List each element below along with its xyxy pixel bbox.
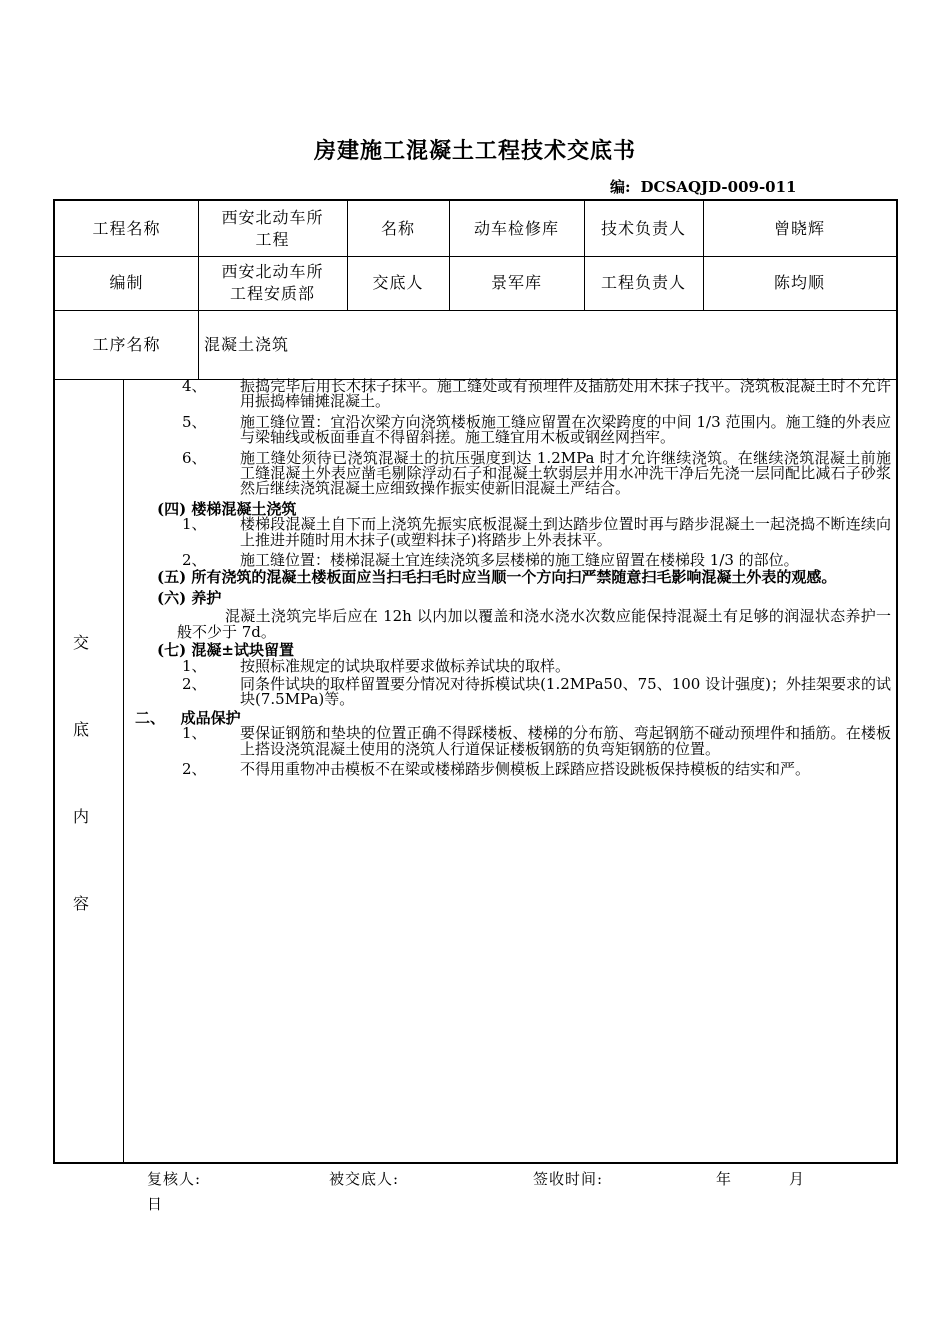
side-label-char: 交 xyxy=(73,633,90,652)
item-text: 施工缝位置：宜沿次梁方向浇筑楼板施工缝应留置在次梁跨度的中间 1/3 范围内。施工缝的外表应与梁轴线或板面垂直不得留斜搓。施工缝宜用木板或钢丝网挡牢。 xyxy=(240,412,891,447)
section-heading: (五) 所有浇筑的混凝土楼板面应当扫毛扫毛时应当顺一个方向扫严禁随意扫毛影响混凝土外表的观感。 xyxy=(157,568,837,587)
item-number: 2、 xyxy=(182,674,207,693)
content-item xyxy=(125,656,891,675)
item-text: 同条件试块的取样留置要分情况对待拆模试块(1.2MPa50、75、100 设计强度)；外挂架要求的试块(7.5MPa)等。 xyxy=(240,674,891,709)
item-text: 楼梯段混凝土自下而上浇筑先振实底板混凝土到达踏步位置时再与踏步混凝土一起浇捣不断连续向上推进并随时用木抹子(或塑料抹子)将踏步上外表抹平。 xyxy=(240,515,891,549)
item-number: 1、 xyxy=(182,515,207,534)
value-compiler: 西安北动车所工程安质部 xyxy=(221,262,324,303)
item-number: 6、 xyxy=(182,448,207,467)
value-tech-lead: 曾晓辉 xyxy=(773,218,825,238)
content-item xyxy=(125,517,891,548)
value-project-lead: 陈均顺 xyxy=(773,273,825,292)
content-item xyxy=(125,412,891,447)
item-number: 4、 xyxy=(182,377,207,395)
label-project-name: 工程名称 xyxy=(92,218,161,238)
disclosure-table xyxy=(53,199,898,1164)
side-label-char: 底 xyxy=(73,720,90,739)
item-text: 不得用重物冲击模板不在梁或楼梯踏步侧模板上踩踏应搭设跳板保持模板的结实和严。 xyxy=(240,759,811,778)
section-heading: (六) 养护 xyxy=(157,588,222,607)
label-tech-lead: 技术负责人 xyxy=(600,218,686,238)
value-discloser: 景军库 xyxy=(490,273,542,292)
side-label-char: 内 xyxy=(73,807,90,826)
label-process: 工序名称 xyxy=(92,334,161,354)
content-paragraph: 混凝土浇筑完毕后应在 12h 以内加以覆盖和浇水浇水次数应能保持混凝土有足够的润湿状态养护一般不少于 7d。 xyxy=(177,607,891,641)
item-text: 按照标准规定的试块取样要求做标养试块的取样。 xyxy=(240,656,571,675)
item-text: 要保证钢筋和垫块的位置正确不得踩楼板、楼梯的分布筋、弯起钢筋不碰动预埋件和插筋。在楼板上搭设浇筑混凝土使用的浇筑人行道保证楼板钢筋的负弯矩钢筋的位置。 xyxy=(240,724,891,758)
content-item xyxy=(125,379,891,410)
footer-reviewer: 复核人: xyxy=(147,1170,202,1188)
section-heading: 二、 成品保护 xyxy=(135,708,241,727)
footer-sign-time: 签收时间: xyxy=(533,1170,604,1188)
disclosure-content xyxy=(125,379,891,777)
section-heading: (四) 楼梯混凝土浇筑 xyxy=(157,499,297,518)
document-code xyxy=(610,176,807,197)
code-label: 编: xyxy=(610,178,631,196)
item-text: 施工缝处须待已浇筑混凝土的抗压强度到达 1.2MPa 时才允许继续浇筑。在继续浇筑混凝土前施工缝混凝土外表应凿毛剔除浮动石子和混凝土软弱层并用水冲洗干净后先浇一层同配比减石子砂浆然后继续浇筑混凝土应细致操作振实使新旧混凝土严结合。 xyxy=(240,448,891,498)
value-project-name: 西安北动车所工程 xyxy=(221,207,324,249)
side-label-char: 容 xyxy=(73,894,90,913)
footer-year: 年 xyxy=(716,1170,733,1188)
item-number: 1、 xyxy=(182,656,207,675)
item-number: 1、 xyxy=(182,724,207,743)
content-item xyxy=(125,448,891,498)
item-number: 5、 xyxy=(182,412,207,431)
item-text: 施工缝位置：楼梯混凝土宜连续浇筑多层楼梯的施工缝应留置在楼梯段 1/3 的部位。 xyxy=(240,551,799,570)
code-value: DCSAQJD-009-011 xyxy=(640,178,797,196)
col-divider xyxy=(123,379,124,1164)
item-number: 2、 xyxy=(182,551,207,570)
item-text: 振捣完毕后用长木抹子抹平。施工缝处或有预埋件及插筋处用木抹子找平。浇筑板混凝土时不允许用振捣棒铺摊混凝土。 xyxy=(240,377,891,411)
label-compiler: 编制 xyxy=(109,273,144,292)
content-item xyxy=(125,674,891,709)
content-item xyxy=(125,553,891,568)
footer-receiver: 被交底人: xyxy=(329,1170,400,1188)
label-project-lead: 工程负责人 xyxy=(600,273,686,292)
label-discloser: 交底人 xyxy=(372,273,424,292)
section-heading: (七) 混凝±试块留置 xyxy=(157,641,294,660)
content-item xyxy=(125,726,891,757)
item-number: 2、 xyxy=(182,759,207,778)
label-name: 名称 xyxy=(380,218,415,238)
footer-month: 月 xyxy=(789,1170,806,1188)
value-name: 动车检修库 xyxy=(473,218,559,238)
page-title: 房建施工混凝土工程技术交底书 xyxy=(313,138,636,164)
content-item xyxy=(125,759,891,778)
footer-day: 日 xyxy=(147,1195,164,1213)
value-process: 混凝土浇筑 xyxy=(204,334,290,354)
